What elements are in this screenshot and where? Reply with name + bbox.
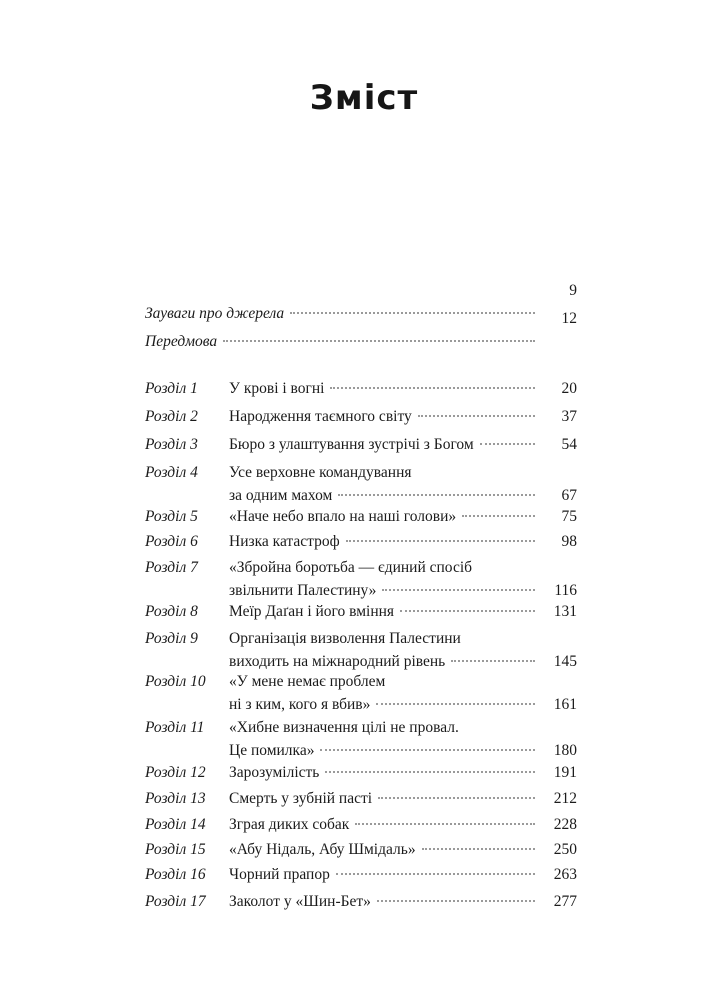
chapter-title	[229, 863, 535, 886]
chapter-title-line	[229, 693, 535, 716]
chapter-title-text: Бюро з улаштування зустрічі з Богом	[229, 436, 474, 453]
chapter-title-line	[229, 838, 535, 861]
chapter-title	[229, 600, 535, 623]
leader-dots	[422, 847, 535, 850]
chapter-label: Розділ 17	[145, 893, 206, 910]
chapter-title-line	[229, 600, 535, 623]
leader-dots	[223, 339, 535, 342]
chapter-label: Розділ 11	[145, 719, 205, 736]
leader-dots	[325, 770, 535, 773]
chapter-title-text: Смерть у зубній пасті	[229, 790, 373, 807]
chapter-title-text: виходить на міжнародний рівень	[229, 653, 446, 670]
page-number: 131	[553, 603, 577, 620]
chapter-title	[229, 556, 535, 602]
chapter-label: Розділ 9	[145, 630, 198, 647]
toc-chapter-entry[interactable]	[145, 405, 577, 428]
leader-dots	[290, 311, 535, 314]
leader-dots	[330, 386, 535, 389]
chapter-title	[229, 890, 535, 913]
chapter-title-line	[229, 579, 535, 602]
leader-dots	[378, 796, 535, 799]
toc-chapter-entry[interactable]	[145, 787, 577, 810]
toc-chapter-entry[interactable]	[145, 761, 577, 784]
chapter-title-line	[229, 670, 535, 693]
page-number: 75	[561, 508, 577, 525]
chapter-title	[229, 461, 535, 507]
toc-chapter-entry[interactable]	[145, 556, 577, 602]
chapter-title-line	[229, 405, 535, 428]
leader-dots	[451, 659, 535, 662]
chapter-title-line	[229, 863, 535, 886]
front-entry-title	[145, 330, 535, 353]
chapter-label: Розділ 12	[145, 764, 206, 781]
chapter-title	[229, 530, 535, 553]
chapter-title-text: Організація визволення Палестини	[229, 630, 461, 647]
front-entry-text: Передмова	[145, 333, 218, 350]
chapter-label: Розділ 3	[145, 436, 198, 453]
toc-chapter-entry[interactable]	[145, 433, 577, 456]
chapter-title-line	[229, 787, 535, 810]
chapter-title	[229, 505, 535, 528]
page-number: 9	[569, 282, 577, 299]
chapter-title-line	[229, 433, 535, 456]
chapter-label: Розділ 8	[145, 603, 198, 620]
chapter-title	[229, 405, 535, 428]
toc-chapter-entry[interactable]	[145, 890, 577, 913]
chapter-title-text: звільнити Палестину»	[229, 582, 377, 599]
leader-dots	[480, 442, 535, 445]
leader-dots	[377, 899, 535, 902]
page-number: 212	[553, 790, 577, 807]
chapter-title	[229, 787, 535, 810]
chapter-title-text: Низка катастроф	[229, 533, 340, 550]
chapter-title-line	[229, 890, 535, 913]
chapter-title-line	[229, 461, 535, 484]
chapter-title	[229, 761, 535, 784]
chapter-label: Розділ 5	[145, 508, 198, 525]
page-number: 98	[561, 533, 577, 550]
front-entry-line	[145, 302, 535, 325]
chapter-title-text: «У мене немає проблем	[229, 673, 386, 690]
toc-chapter-entry[interactable]	[145, 627, 577, 673]
chapter-title	[229, 377, 535, 400]
leader-dots	[336, 872, 535, 875]
page-title: Зміст	[309, 78, 419, 118]
chapter-title-line	[229, 505, 535, 528]
chapter-label: Розділ 13	[145, 790, 206, 807]
page-number: 54	[561, 436, 577, 453]
toc-chapter-entry[interactable]	[145, 863, 577, 886]
chapter-title	[229, 670, 535, 716]
chapter-title-text: Це помилка»	[229, 742, 315, 759]
page-number: 191	[553, 764, 577, 781]
chapter-title-text: Народження таємного світу	[229, 408, 412, 425]
front-entry-text: Зауваги про джерела	[145, 305, 285, 322]
chapter-label: Розділ 6	[145, 533, 198, 550]
page-number: 116	[554, 582, 577, 599]
chapter-title-text: Заколот у «Шин-Бет»	[229, 893, 371, 910]
page-number: 263	[553, 866, 577, 883]
page-number: 228	[553, 816, 577, 833]
chapter-title	[229, 838, 535, 861]
chapter-title-line	[229, 556, 535, 579]
front-entry-line	[145, 330, 535, 353]
chapter-label: Розділ 15	[145, 841, 206, 858]
page-number: 37	[561, 408, 577, 425]
page-number: 277	[553, 893, 577, 910]
leader-dots	[376, 702, 535, 705]
page-number: 67	[561, 487, 577, 504]
chapter-title-line	[229, 761, 535, 784]
front-entry-title	[145, 302, 535, 325]
toc-chapter-entry[interactable]	[145, 670, 577, 716]
leader-dots	[462, 514, 535, 517]
chapter-title-text: Чорний прапор	[229, 866, 330, 883]
chapter-title-text: У крові і вогні	[229, 380, 325, 397]
chapter-title-text: Меїр Даґан і його вміння	[229, 603, 395, 620]
leader-dots	[355, 822, 535, 825]
chapter-title-line	[229, 484, 535, 507]
leader-dots	[346, 539, 535, 542]
toc-chapter-entry[interactable]	[145, 530, 577, 553]
page-number: 250	[553, 841, 577, 858]
chapter-title-text: Усе верховне командування	[229, 464, 412, 481]
chapter-title-line	[229, 813, 535, 836]
chapter-label: Розділ 10	[145, 673, 206, 690]
toc-chapter-entry[interactable]	[145, 716, 577, 762]
chapter-label: Розділ 7	[145, 559, 198, 576]
page-number: 12	[561, 310, 577, 327]
chapter-title-text: ні з ким, кого я вбив»	[229, 696, 371, 713]
toc-chapter-entry[interactable]	[145, 461, 577, 507]
chapter-title-text: «Абу Нідаль, Абу Шмідаль»	[229, 841, 416, 858]
chapter-title-text: «Збройна боротьба — єдиний спосіб	[229, 559, 473, 576]
chapter-title-line	[229, 377, 535, 400]
page-number: 20	[561, 380, 577, 397]
chapter-title-text: «Хибне визначення цілі не провал.	[229, 719, 459, 736]
chapter-label: Розділ 14	[145, 816, 206, 833]
page-number: 180	[553, 742, 577, 759]
chapter-title-text: за одним махом	[229, 487, 333, 504]
leader-dots	[320, 748, 535, 751]
leader-dots	[400, 609, 535, 612]
chapter-label: Розділ 4	[145, 464, 198, 481]
chapter-title-line	[229, 627, 535, 650]
leader-dots	[418, 414, 535, 417]
toc-chapter-entry[interactable]	[145, 377, 577, 400]
leader-dots	[338, 493, 535, 496]
chapter-title	[229, 716, 535, 762]
chapter-title-line	[229, 530, 535, 553]
chapter-title-text: Зграя диких собак	[229, 816, 350, 833]
chapter-title	[229, 813, 535, 836]
chapter-label: Розділ 1	[145, 380, 198, 397]
toc-chapter-entry[interactable]	[145, 600, 577, 623]
toc-chapter-entry[interactable]	[145, 813, 577, 836]
leader-dots	[382, 588, 535, 591]
chapter-title-text: «Наче небо впало на наші голови»	[229, 508, 457, 525]
page-number: 145	[553, 653, 577, 670]
chapter-title-text: Зарозумілість	[229, 764, 320, 781]
chapter-title	[229, 627, 535, 673]
chapter-label: Розділ 2	[145, 408, 198, 425]
chapter-title-line	[229, 739, 535, 762]
toc-chapter-entry[interactable]	[145, 505, 577, 528]
chapter-label: Розділ 16	[145, 866, 206, 883]
chapter-title-line	[229, 716, 535, 739]
page-number: 161	[553, 696, 577, 713]
chapter-title	[229, 433, 535, 456]
toc-chapter-entry[interactable]	[145, 838, 577, 861]
